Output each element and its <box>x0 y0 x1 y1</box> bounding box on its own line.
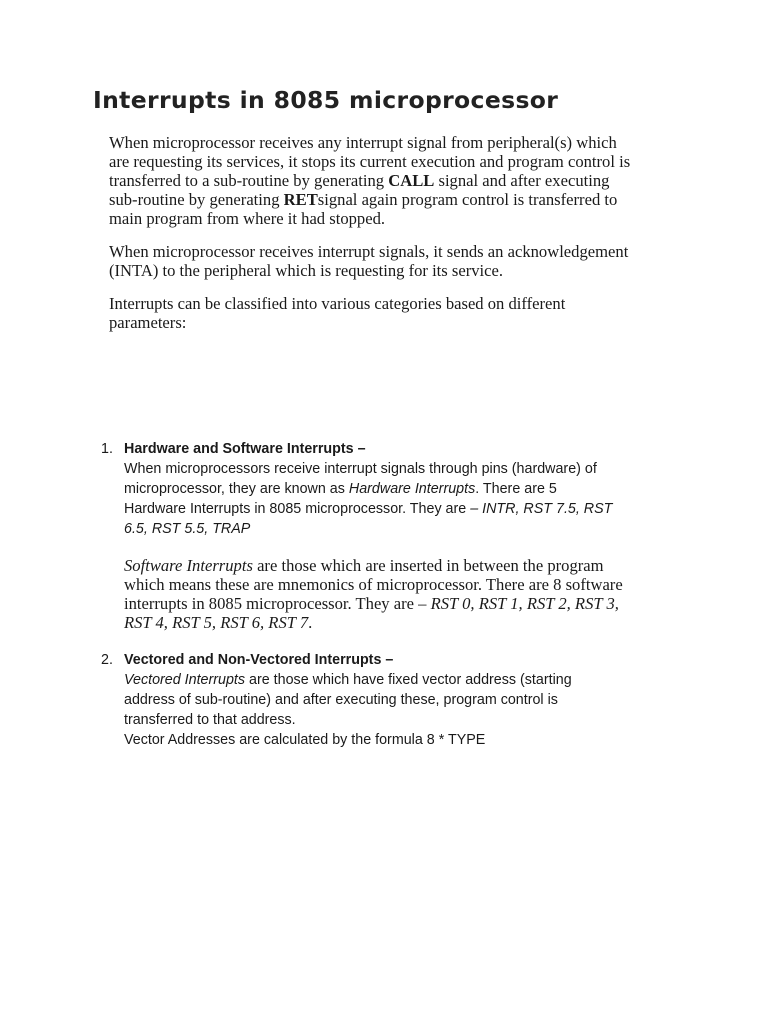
classification-line: parameters: <box>109 313 187 332</box>
section-heading: Vectored and Non-Vectored Interrupts – <box>124 652 394 668</box>
section-line: address of sub-routine) and after executing these, program control is <box>124 692 558 708</box>
software-line: RST 4, RST 5, RST 6, RST 7. <box>124 613 313 632</box>
section-line: When microprocessors receive interrupt signals through pins (hardware) of <box>124 461 597 477</box>
intro-line: When microprocessor receives any interrupt signal from peripheral(s) which <box>109 133 617 152</box>
vectored-interrupts-section <box>124 650 684 750</box>
section-line: 6.5, RST 5.5, TRAP <box>124 521 251 537</box>
intro-line: main program from where it had stopped. <box>109 209 386 228</box>
intro-paragraph <box>109 133 669 228</box>
call-keyword: CALL <box>388 171 435 190</box>
intro-line: transferred to a sub-routine by generating CALL signal and after executing <box>109 171 610 190</box>
section-line: transferred to that address. <box>124 712 296 728</box>
software-interrupts-paragraph <box>124 556 684 632</box>
section-heading: Hardware and Software Interrupts – <box>124 441 366 457</box>
ack-line: (INTA) to the peripheral which is requesting for its service. <box>109 261 504 280</box>
classification-line: Interrupts can be classified into various categories based on different <box>109 294 566 313</box>
software-line: interrupts in 8085 microprocessor. They are – RST 0, RST 1, RST 2, RST 3, <box>124 594 619 613</box>
intro-line: sub-routine by generating RETsignal again program control is transferred to <box>109 190 618 209</box>
list-number-2: 2. <box>101 652 113 668</box>
page-title: Interrupts in 8085 microprocessor <box>93 86 559 114</box>
section-line: microprocessor, they are known as Hardware Interrupts. There are 5 <box>124 481 557 497</box>
acknowledgement-paragraph <box>109 242 669 280</box>
ret-keyword: RET <box>283 190 318 209</box>
classification-paragraph <box>109 294 669 332</box>
section-line: Vectored Interrupts are those which have fixed vector address (starting <box>124 672 572 688</box>
list-number-1: 1. <box>101 441 113 457</box>
software-line: which means these are mnemonics of microprocessor. There are 8 software <box>124 575 623 594</box>
intro-line: are requesting its services, it stops its current execution and program control is <box>109 152 631 171</box>
ack-line: When microprocessor receives interrupt signals, it sends an acknowledgement <box>109 242 629 261</box>
section-line: Hardware Interrupts in 8085 microprocessor. They are – INTR, RST 7.5, RST <box>124 501 613 517</box>
section-line: Vector Addresses are calculated by the formula 8 * TYPE <box>124 732 486 748</box>
software-line: Software Interrupts are those which are inserted in between the program <box>124 556 604 575</box>
hardware-interrupts-section <box>124 439 684 539</box>
